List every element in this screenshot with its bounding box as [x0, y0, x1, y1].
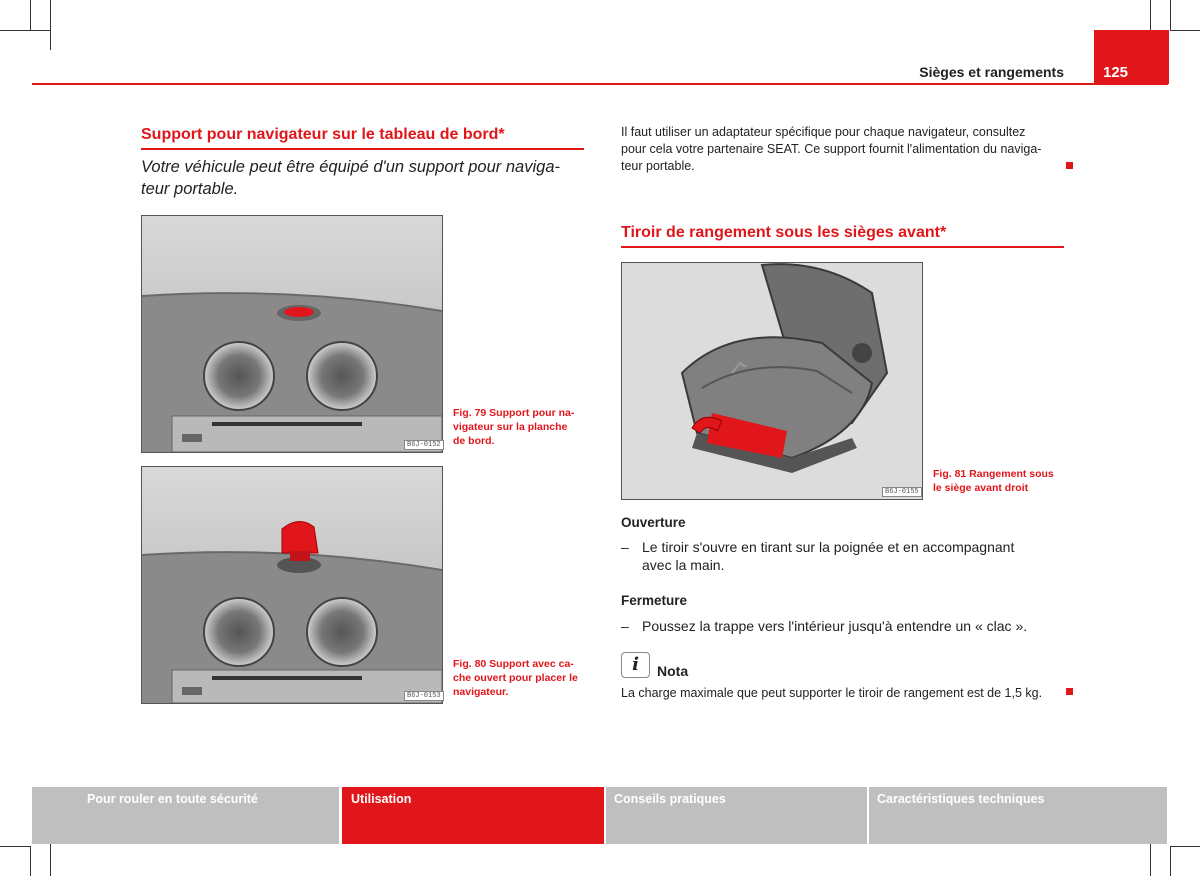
opening-line-2: avec la main.	[642, 557, 725, 573]
closing-line-1: Poussez la trappe vers l'intérieur jusqu'à entendre un « clac ».	[642, 618, 1028, 634]
opening-heading: Ouverture	[621, 515, 686, 530]
crop-mark	[1170, 0, 1171, 30]
page-number: 125	[1103, 64, 1129, 81]
figure-80-image	[141, 466, 443, 704]
paragraph-line-2: pour cela votre partenaire SEAT. Ce support fournit l'alimentation du naviga-	[621, 142, 1042, 156]
figure-81-code: B6J-0155	[882, 487, 922, 497]
note-text: La charge maximale que peut supporter le tiroir de rangement est de 1,5 kg.	[621, 686, 1043, 700]
closing-heading: Fermeture	[621, 593, 688, 608]
crop-mark	[1170, 846, 1200, 847]
figure-81-image	[621, 262, 923, 500]
intro-line-1: Votre véhicule peut être équipé d'un support pour naviga-	[141, 158, 560, 176]
crop-mark	[1170, 30, 1200, 31]
footer-tab-utilisation[interactable]	[342, 787, 604, 844]
running-header-title: Sièges et rangements	[919, 64, 1064, 80]
figure-80-caption-line-1: Fig. 80 Support avec ca-	[453, 658, 574, 670]
footer-tab-label: Utilisation	[351, 792, 412, 806]
figure-81-caption-line-1: Fig. 81 Rangement sous	[933, 468, 1054, 480]
crop-mark	[50, 0, 51, 50]
crop-mark	[0, 30, 50, 31]
figure-79-caption-line-3: de bord.	[453, 435, 495, 447]
info-icon	[621, 652, 650, 678]
paragraph-line-3: teur portable.	[621, 159, 695, 173]
crop-mark	[30, 0, 31, 30]
opening-line-1: Le tiroir s'ouvre en tirant sur la poignée et en accompagnant	[642, 539, 1015, 555]
header-rule	[32, 83, 1168, 85]
figure-79-code: B6J-0152	[404, 440, 444, 450]
figure-79-caption-line-2: vigateur sur la planche	[453, 421, 568, 433]
footer-tab-label: Pour rouler en toute sécurité	[87, 792, 258, 806]
crop-mark	[1170, 846, 1171, 876]
crop-mark	[0, 846, 30, 847]
section-end-marker	[1066, 688, 1073, 695]
crop-mark	[30, 846, 31, 876]
figure-80-code: B6J-0153	[404, 691, 444, 701]
note-title: Nota	[657, 663, 689, 679]
closing-dash: –	[621, 618, 629, 634]
section-title-navigator-holder: Support pour navigateur sur le tableau de bord*	[141, 126, 584, 150]
footer-tab-safety[interactable]	[32, 787, 339, 844]
figure-81-caption-line-2: le siège avant droit	[933, 482, 1029, 494]
info-icon-glyph: i	[632, 654, 639, 675]
section-end-marker	[1066, 162, 1073, 169]
paragraph-line-1: Il faut utiliser un adaptateur spécifique pour chaque navigateur, consultez	[621, 125, 1026, 139]
footer-tab-label: Conseils pratiques	[614, 792, 726, 806]
footer-tab-technical-specs[interactable]	[869, 787, 1167, 844]
intro-line-2: teur portable.	[141, 180, 239, 198]
figure-80-caption-line-2: che ouvert pour placer le	[453, 672, 578, 684]
opening-dash: –	[621, 539, 629, 555]
footer-tab-label: Caractéristiques techniques	[877, 792, 1045, 806]
section-title-storage-drawer: Tiroir de rangement sous les sièges avant*	[621, 224, 1064, 248]
figure-79-image	[141, 215, 443, 453]
figure-79-caption-line-1: Fig. 79 Support pour na-	[453, 407, 575, 419]
figure-80-caption-line-3: navigateur.	[453, 686, 509, 698]
footer-tab-practical-advice[interactable]	[606, 787, 867, 844]
